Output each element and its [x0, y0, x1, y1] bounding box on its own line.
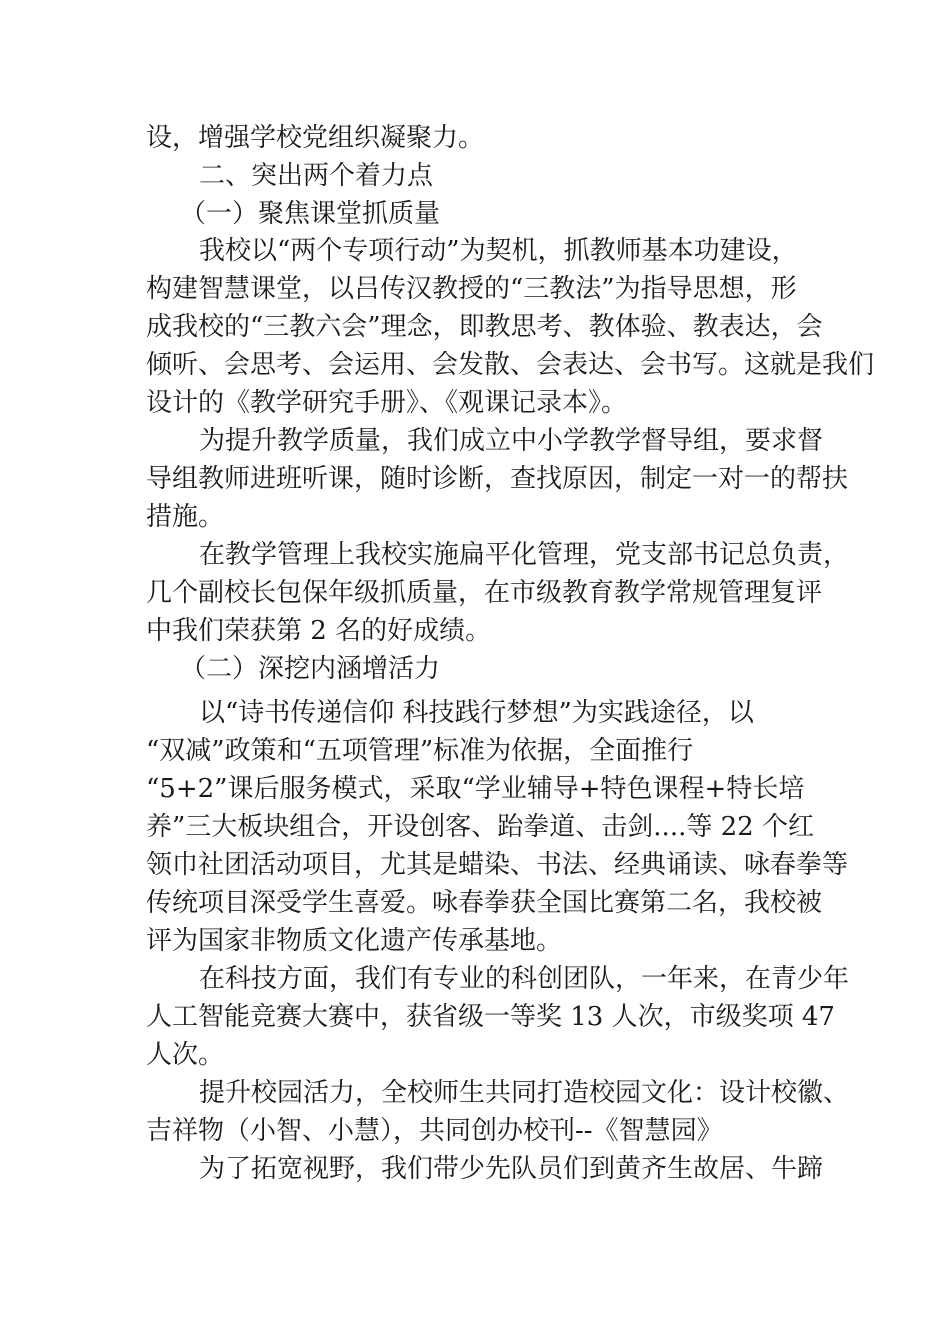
text-line-17: “双减”政策和“五项管理”标准为依据，全面推行: [146, 736, 694, 766]
text-line-10: 导组教师进班听课，随时诊断，查找原因，制定一对一的帮扶: [146, 464, 849, 494]
text-line-27: 吉祥物（小智、小慧），共同创办校刊--《智慧园》: [146, 1116, 723, 1146]
text-line-4: 我校以“两个专项行动”为契机，抓教师基本功建设，: [199, 236, 798, 266]
text-line-11: 措施。: [146, 502, 225, 532]
text-line-26: 提升校园活力，全校师生共同打造校园文化：设计校徽、: [199, 1078, 850, 1108]
text-line-13: 几个副校长包保年级抓质量，在市级教育教学常规管理复评: [146, 578, 823, 608]
text-line-23: 在科技方面，我们有专业的科创团队，一年来，在青少年: [199, 964, 850, 994]
subsection-heading-2-1: （一）聚焦课堂抓质量: [180, 199, 441, 229]
text-line-8: 设计的《教学研究手册》、《观课记录本》。: [146, 388, 628, 418]
text-line-25: 人次。: [146, 1040, 225, 1070]
section-heading-2: 二、突出两个着力点: [199, 161, 434, 191]
text-line-28: 为了拓宽视野，我们带少先队员们到黄齐生故居、牛蹄: [199, 1154, 824, 1184]
text-line-22: 评为国家非物质文化遗产传承基地。: [146, 926, 563, 956]
text-line-6: 成我校的“三教六会”理念，即教思考、教体验、教表达，会: [146, 312, 823, 342]
text-line-14: 中我们荣获第 2 名的好成绩。: [146, 616, 492, 646]
text-line-18: “5+2”课后服务模式，采取“学业辅导+特色课程+特长培: [146, 774, 805, 804]
text-line-7: 倾听、会思考、会运用、会发散、会表达、会书写。这就是我们: [146, 350, 875, 380]
text-line-20: 领巾社团活动项目，尤其是蜡染、书法、经典诵读、咏春拳等: [146, 850, 849, 880]
text-line-24: 人工智能竞赛大赛中，获省级一等奖 13 人次，市级奖项 47: [146, 1002, 835, 1032]
text-line-1: 设，增强学校党组织凝聚力。: [146, 123, 485, 153]
text-line-5: 构建智慧课堂，以吕传汉教授的“三教法”为指导思想，形: [146, 274, 797, 304]
text-line-12: 在教学管理上我校实施扁平化管理，党支部书记总负责，: [199, 540, 850, 570]
text-line-21: 传统项目深受学生喜爱。咏春拳获全国比赛第二名，我校被: [146, 888, 823, 918]
subsection-heading-2-2: （二）深挖内涵增活力: [180, 654, 441, 684]
text-line-9: 为提升教学质量，我们成立中小学教学督导组，要求督: [199, 426, 824, 456]
text-line-16: 以“诗书传递信仰 科技践行梦想”为实践途径，以: [199, 698, 754, 728]
text-line-19: 养”三大板块组合，开设创客、跆拳道、击剑....等 22 个红: [146, 812, 814, 842]
